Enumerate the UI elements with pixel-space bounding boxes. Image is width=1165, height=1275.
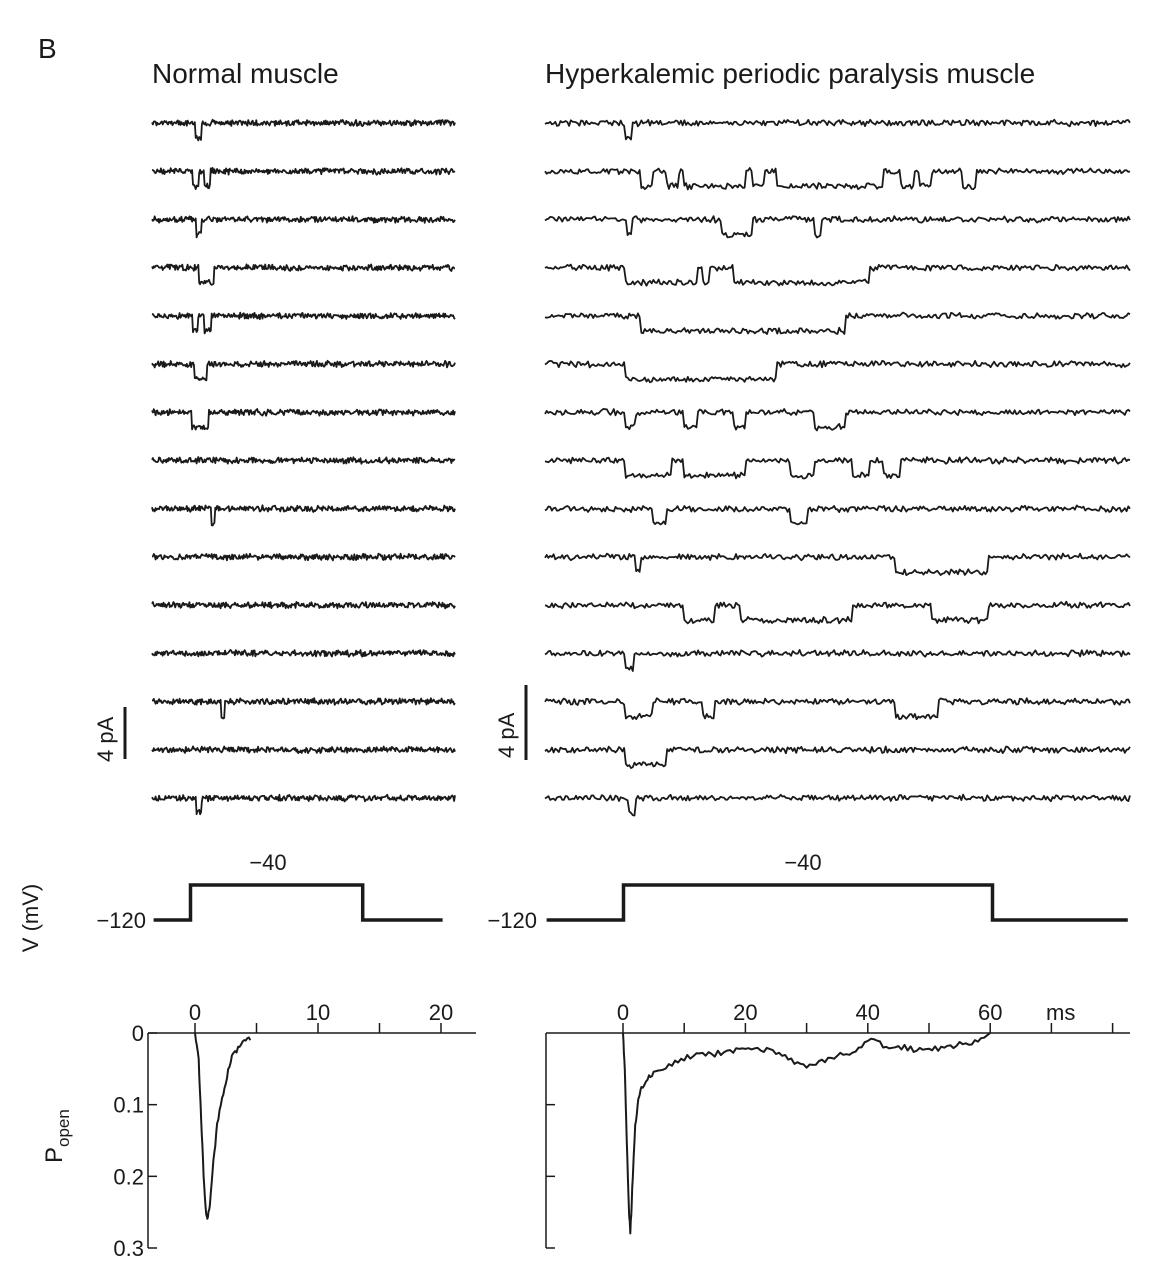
- current-trace: [545, 361, 1130, 382]
- current-trace: [152, 264, 455, 284]
- popen-axis-label-subscript: open: [54, 1109, 73, 1147]
- current-trace: [152, 602, 455, 609]
- voltage-protocol: [154, 885, 1128, 920]
- current-trace: [545, 602, 1130, 624]
- current-trace: [152, 361, 455, 381]
- scale-bar-left-label: 4 pA: [93, 716, 118, 762]
- current-trace: [152, 698, 455, 718]
- normal-muscle-traces: [152, 120, 455, 815]
- current-trace: [545, 120, 1130, 140]
- current-trace: [152, 409, 455, 430]
- current-trace: [545, 168, 1130, 189]
- popen-x-tick-label: 60: [977, 1000, 1003, 1025]
- panel-label: B: [38, 33, 57, 64]
- current-trace: [545, 265, 1130, 286]
- current-trace: [545, 795, 1130, 816]
- current-trace: [152, 120, 455, 141]
- popen-y-tick-label: 0.2: [113, 1164, 144, 1190]
- popen-y-tick-label: 0.1: [113, 1092, 144, 1118]
- popen-trace-left: [195, 1033, 250, 1219]
- holding-potential-label-left: −120: [96, 908, 146, 933]
- step-potential-label-left: −40: [249, 850, 287, 875]
- voltage-step-right: [547, 885, 1128, 920]
- current-trace: [152, 457, 455, 464]
- current-trace: [152, 168, 455, 189]
- normal-muscle-title: Normal muscle: [152, 58, 339, 89]
- current-trace: [152, 554, 455, 561]
- current-trace: [545, 650, 1130, 671]
- voltage-axis-label: V (mV): [18, 883, 43, 953]
- current-trace: [545, 409, 1130, 431]
- current-trace: [152, 746, 455, 753]
- current-trace: [152, 505, 455, 525]
- current-trace: [545, 554, 1130, 576]
- hyperkalemic-muscle-title: Hyperkalemic periodic paralysis muscle: [545, 58, 1036, 89]
- popen-x-tick-label: 20: [428, 1000, 454, 1025]
- current-trace: [152, 650, 455, 657]
- current-trace: [545, 747, 1130, 769]
- popen-y-tick-label: 0: [131, 1021, 144, 1046]
- scale-bar-right-label: 4 pA: [494, 712, 519, 758]
- step-potential-label-right: −40: [784, 850, 822, 875]
- popen-axis-label-main: P: [41, 1146, 68, 1163]
- hyperkalemic-muscle-traces: [545, 120, 1130, 816]
- current-trace: [545, 216, 1130, 237]
- current-trace: [545, 506, 1130, 525]
- popen-axis-label: [41, 1109, 73, 1163]
- popen-x-tick-label: 10: [305, 1000, 331, 1025]
- popen-x-tick-label: 20: [733, 1000, 758, 1025]
- open-probability-charts: [113, 1000, 1130, 1261]
- current-trace: [545, 313, 1130, 335]
- time-unit-label: ms: [1046, 1000, 1076, 1025]
- popen-y-tick-label: 0.3: [113, 1236, 144, 1261]
- current-trace: [545, 457, 1130, 478]
- current-trace: [152, 216, 455, 237]
- current-trace: [152, 795, 455, 814]
- current-trace: [152, 313, 455, 334]
- voltage-step-left: [154, 885, 443, 920]
- popen-x-tick-label: 0: [188, 1000, 202, 1025]
- popen-x-tick-label: 40: [855, 1000, 881, 1025]
- popen-x-tick-label: 0: [616, 1000, 630, 1025]
- popen-trace-right: [623, 1033, 990, 1233]
- holding-potential-label-right: −120: [487, 908, 537, 933]
- current-trace: [545, 698, 1130, 719]
